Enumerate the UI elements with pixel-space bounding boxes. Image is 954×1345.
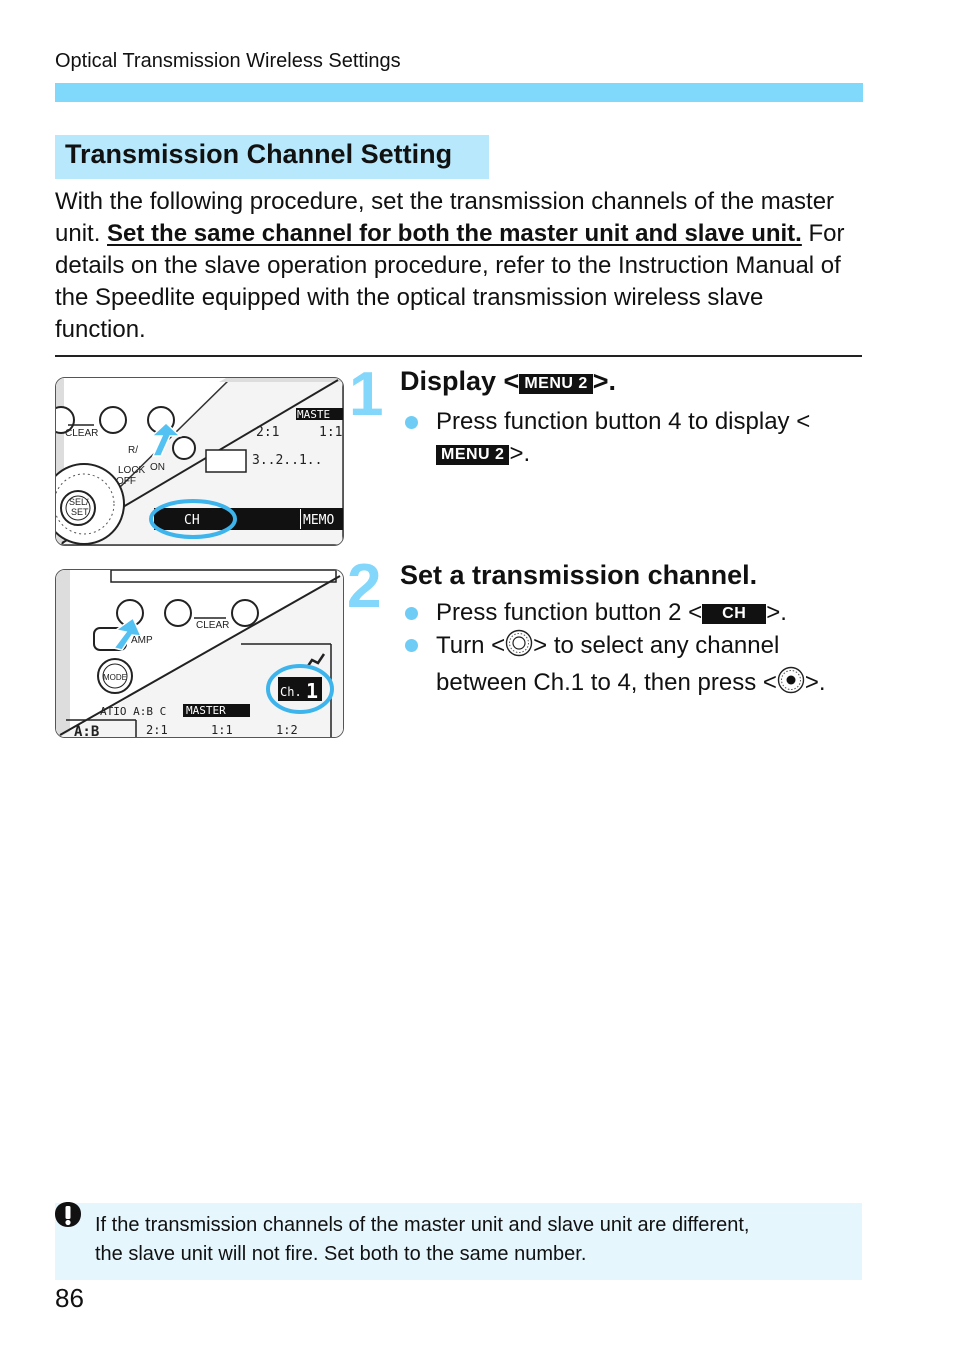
- step-2-bullet-2-text-d: >.: [804, 669, 826, 696]
- illus-label: SET: [71, 507, 89, 517]
- step-2-bullet-2: [436, 629, 876, 703]
- caution-icon: [54, 1201, 82, 1236]
- header-bar: [55, 83, 863, 102]
- illus-label: 1:2: [276, 723, 298, 737]
- illus-label: 3..2..1..: [252, 453, 323, 468]
- illus-label: CLEAR: [196, 620, 230, 631]
- step-2-bullet-2-text-a: Turn <: [436, 632, 506, 659]
- step-1-bullet-1-suffix: >.: [509, 440, 531, 467]
- section-divider: [55, 355, 862, 357]
- step-1-heading-prefix: Display <: [400, 366, 520, 396]
- ch-tag: CH: [702, 604, 766, 624]
- illus-label: AMP: [131, 635, 153, 646]
- step-2-illustration: [55, 569, 344, 738]
- step-1-heading: [400, 366, 616, 397]
- step-1-bullet-1-prefix: Press function button 4 to display <: [436, 408, 811, 435]
- intro-text-1: With the following procedure, set the transmission channels of the master unit.: [55, 188, 835, 247]
- step-2-bullet-1-prefix: Press function button 2 <: [436, 599, 703, 626]
- page-number: 86: [55, 1283, 84, 1313]
- caution-line-1: If the transmission channels of the master unit and slave unit are different,: [95, 1214, 750, 1236]
- illus-label: CH: [184, 513, 200, 528]
- step-2-bullet-1-suffix: >.: [766, 599, 787, 626]
- step-1-bullet-1: [436, 406, 856, 470]
- bullet-dot: [405, 607, 418, 620]
- menu-2-tag: MENU 2: [436, 445, 509, 465]
- illus-label: LOCK: [118, 465, 146, 476]
- intro-emphasis: Set the same channel for both the master unit and slave unit.: [107, 220, 802, 247]
- illus-label: R/: [128, 445, 138, 456]
- illus-label: CLEAR: [65, 428, 99, 439]
- set-button-icon: [777, 666, 805, 703]
- speedlite-back-panel-channel-illustration: [56, 570, 343, 737]
- dial-icon: [505, 629, 533, 666]
- illus-label: Ch.: [280, 685, 302, 699]
- caution-line-2: the slave unit will not fire. Set both to the same number.: [95, 1243, 587, 1265]
- bullet-dot: [405, 639, 418, 652]
- illus-label: ATIO A:B C: [100, 705, 167, 718]
- illus-label: ON: [150, 462, 165, 473]
- speedlite-back-panel-menu-illustration: [56, 378, 343, 545]
- illus-label: SEL/: [69, 497, 89, 507]
- running-header: Optical Transmission Wireless Settings: [55, 50, 401, 72]
- intro-text-2: For details on the slave operation procedure, refer to the Instruction Manual of the Speedlite equipped with the optical transmission wireless slave function.: [55, 220, 845, 343]
- illus-label: MODE: [103, 673, 127, 682]
- illus-label: 1:1: [211, 723, 233, 737]
- illus-label: MASTER: [186, 704, 226, 717]
- step-2-bullet-2-text-c: between Ch.1 to 4, then press <: [436, 669, 777, 696]
- step-2-heading: Set a transmission channel.: [400, 560, 758, 590]
- step-1-number: 1: [349, 360, 384, 429]
- step-1-heading-suffix: >.: [592, 366, 617, 396]
- step-2-number: 2: [347, 552, 382, 621]
- menu-2-tag: MENU 2: [519, 374, 592, 394]
- section-title: Transmission Channel Setting: [55, 135, 489, 179]
- illus-label: MASTE: [297, 408, 331, 421]
- illus-label: 2:1: [146, 723, 168, 737]
- illus-label: 1:1: [319, 425, 343, 440]
- caution-text: [95, 1211, 855, 1269]
- step-2-bullet-1: [436, 597, 856, 629]
- intro-paragraph: [55, 186, 845, 346]
- illus-label: MEMO: [303, 513, 335, 528]
- step-1-illustration: [55, 377, 344, 546]
- bullet-dot: [405, 416, 418, 429]
- illus-label: 1: [306, 679, 319, 703]
- step-2-bullet-2-text-b: > to select any channel: [533, 632, 780, 659]
- illus-label: OFF: [116, 476, 136, 487]
- illus-label: A:B: [74, 724, 100, 737]
- illus-label: 2:1: [256, 425, 280, 440]
